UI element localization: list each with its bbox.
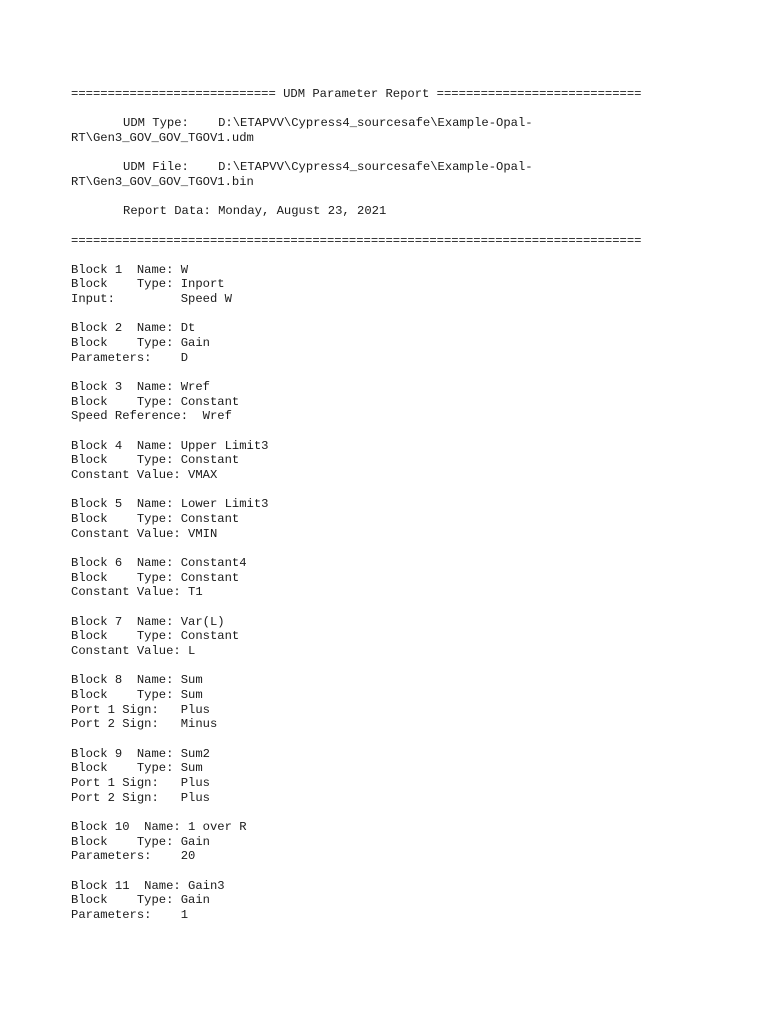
block-entry (71, 673, 731, 732)
block-type-line: Block Type: Gain (71, 336, 210, 351)
block-param-line: Parameters: 20 (71, 849, 196, 864)
block-entry (71, 747, 731, 806)
block-entry (71, 439, 731, 483)
block-entry (71, 321, 731, 365)
block-param-line: Port 2 Sign: Plus (71, 790, 210, 805)
report-data-value: Monday, August 23, 2021 (218, 204, 387, 219)
block-type-line: Block Type: Sum (71, 688, 203, 703)
block-type-line: Block Type: Constant (71, 570, 240, 585)
udm-file-entry (71, 160, 731, 189)
block-type-line: Block Type: Constant (71, 629, 240, 644)
report-page (71, 87, 731, 923)
block-header: Block 8 Name: Sum (71, 673, 203, 688)
block-param-line: Speed Reference: Wref (71, 409, 232, 424)
udm-type-entry (71, 116, 731, 145)
block-entry (71, 615, 731, 659)
block-param-line: Constant Value: VMIN (71, 526, 218, 541)
report-data-label: Report Data: (123, 204, 211, 219)
udm-type-line (71, 116, 731, 131)
report-title-line: ============================ UDM Parameter Report ============================ (71, 87, 642, 101)
block-header: Block 10 Name: 1 over R (71, 820, 247, 835)
block-list (71, 263, 731, 923)
udm-file-value-cont: RT\Gen3_GOV_GOV_TGOV1.bin (71, 174, 254, 189)
block-entry (71, 380, 731, 424)
block-entry (71, 556, 731, 600)
block-type-line: Block Type: Gain (71, 893, 210, 908)
block-param-line: Constant Value: T1 (71, 585, 203, 600)
udm-type-value-cont: RT\Gen3_GOV_GOV_TGOV1.udm (71, 130, 254, 145)
block-type-line: Block Type: Constant (71, 453, 240, 468)
report-data-line (71, 204, 731, 219)
block-header: Block 9 Name: Sum2 (71, 746, 210, 761)
block-type-line: Block Type: Constant (71, 394, 240, 409)
udm-type-label: UDM Type: (123, 116, 189, 131)
block-param-line: Constant Value: VMAX (71, 468, 218, 483)
block-entry (71, 263, 731, 307)
block-param-line: Port 1 Sign: Plus (71, 776, 210, 791)
block-param-line: Parameters: D (71, 350, 189, 365)
block-param-line: Parameters: 1 (71, 908, 189, 923)
block-param-line: Port 1 Sign: Plus (71, 702, 210, 717)
block-header: Block 7 Name: Var(L) (71, 614, 225, 629)
block-type-line: Block Type: Sum (71, 761, 203, 776)
block-header: Block 2 Name: Dt (71, 321, 196, 336)
block-param-line: Constant Value: L (71, 644, 196, 659)
block-header: Block 6 Name: Constant4 (71, 556, 247, 571)
udm-file-label: UDM File: (123, 160, 189, 175)
block-entry (71, 879, 731, 923)
block-header: Block 3 Name: Wref (71, 380, 210, 395)
block-type-line: Block Type: Gain (71, 834, 210, 849)
block-header: Block 4 Name: Upper Limit3 (71, 438, 269, 453)
udm-type-value: D:\ETAPVV\Cypress4_sourcesafe\Example-Opal- (218, 116, 533, 131)
block-header: Block 1 Name: W (71, 262, 189, 277)
block-type-line: Block Type: Constant (71, 512, 240, 527)
block-type-line: Block Type: Inport (71, 277, 225, 292)
block-param-line: Input: Speed W (71, 292, 232, 307)
block-entry (71, 497, 731, 541)
block-param-line: Port 2 Sign: Minus (71, 717, 218, 732)
block-header: Block 5 Name: Lower Limit3 (71, 497, 269, 512)
udm-file-line (71, 160, 731, 175)
separator-line: ============================================================================== (71, 233, 642, 248)
block-header: Block 11 Name: Gain3 (71, 878, 225, 893)
block-entry (71, 820, 731, 864)
udm-file-value: D:\ETAPVV\Cypress4_sourcesafe\Example-Opal- (218, 160, 533, 175)
